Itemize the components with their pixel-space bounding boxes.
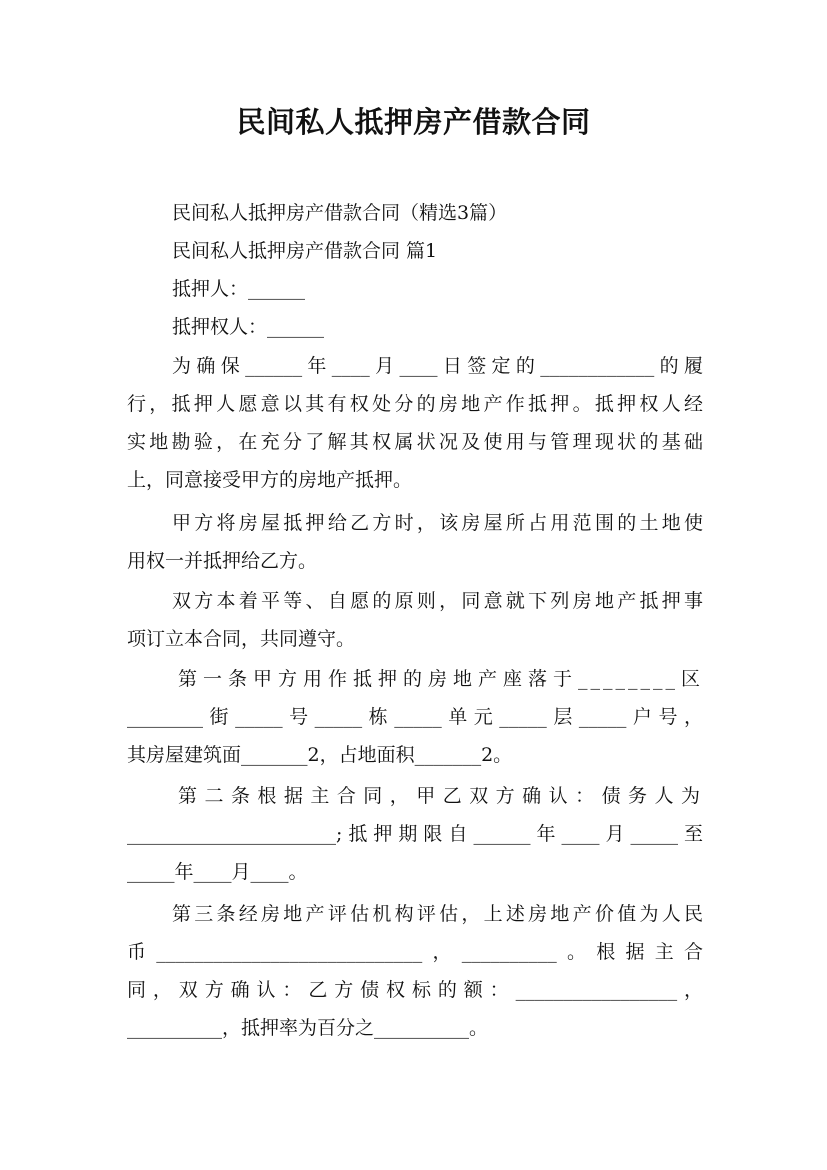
paragraph-line: 实地勘验，在充分了解其权属状况及使用与管理现状的基础 xyxy=(127,431,703,453)
paragraph-line: 为确保______年____月____日签定的____________的履 xyxy=(172,355,703,377)
paragraph-line: ________街_____号_____栋_____单元_____层_____户号， xyxy=(127,706,703,728)
paragraph-line: 第二条根据主合同，甲乙双方确认：债务人为 xyxy=(178,785,703,807)
paragraph-line: 民间私人抵押房产借款合同（精选3篇） xyxy=(172,202,508,224)
paragraph-line: 民间私人抵押房产借款合同 篇1 xyxy=(172,240,438,262)
paragraph-line: 抵押人：______ xyxy=(172,278,306,300)
paragraph-line: 甲方将房屋抵押给乙方时，该房屋所占用范围的土地使 xyxy=(172,512,703,534)
paragraph-line: 上，同意接受甲方的房地产抵押。 xyxy=(127,469,413,491)
paragraph-line: 行，抵押人愿意以其有权处分的房地产作抵押。抵押权人经 xyxy=(127,393,703,415)
paragraph-line: 其房屋建筑面_______2，占地面积_______2。 xyxy=(127,744,513,766)
paragraph-line: 项订立本合同，共同遵守。 xyxy=(127,628,356,650)
paragraph-line: 同，双方确认：乙方债权标的额：_________________， xyxy=(127,979,703,1001)
paragraph-line: 双方本着平等、自愿的原则，同意就下列房地产抵押事 xyxy=(172,590,703,612)
paragraph-line: __________，抵押率为百分之__________。 xyxy=(127,1017,489,1039)
paragraph-line: 用权一并抵押给乙方。 xyxy=(127,550,318,572)
paragraph-line: 抵押权人：______ xyxy=(172,316,325,338)
paragraph-line: 第一条甲方用作抵押的房地产座落于________区 xyxy=(178,668,703,690)
paragraph-line: _____年____月____。 xyxy=(127,861,308,883)
paragraph-line: 第三条经房地产评估机构评估，上述房地产价值为人民 xyxy=(172,903,703,925)
paragraph-line: 币____________________________，__________。根据主合 xyxy=(127,941,703,963)
paragraph-line: ______________________;抵押期限自______年____月_____至 xyxy=(127,823,703,845)
document-title: 民间私人抵押房产借款合同 xyxy=(236,105,591,139)
